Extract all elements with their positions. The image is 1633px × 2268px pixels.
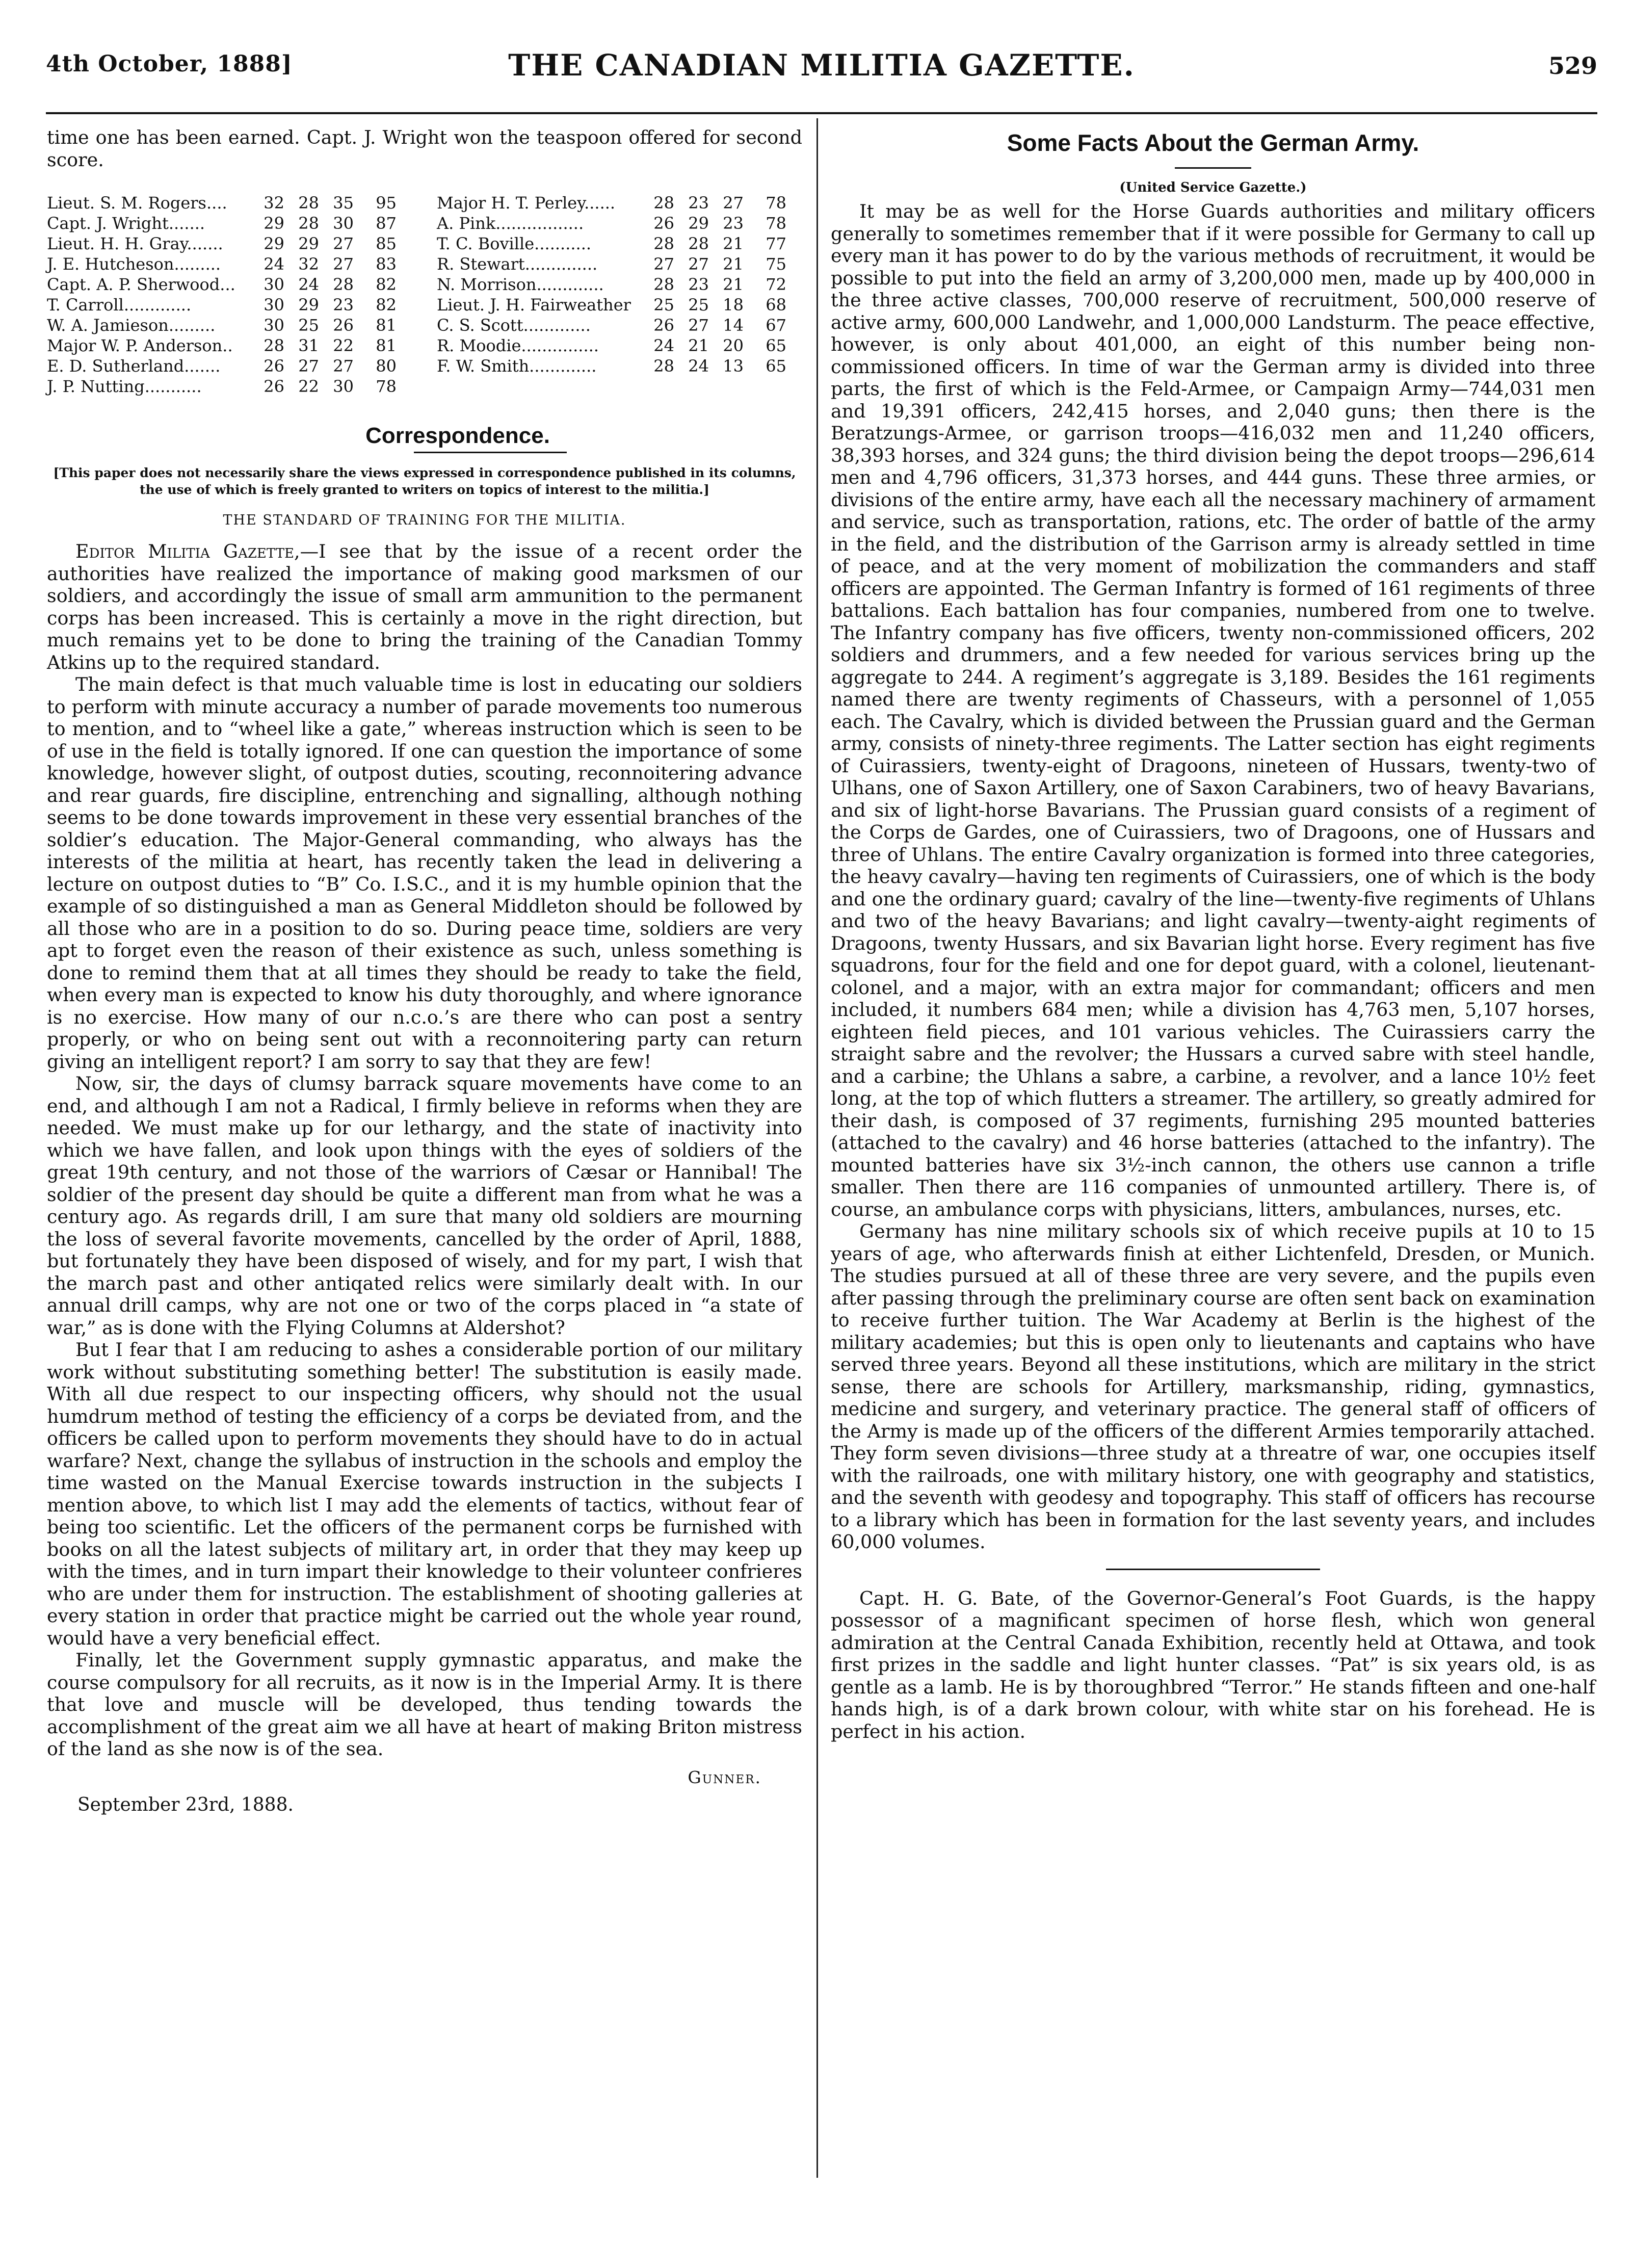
score-table-left bbox=[47, 193, 414, 397]
score-range-3: 26 bbox=[333, 316, 354, 335]
score-row bbox=[437, 356, 804, 376]
score-row bbox=[47, 233, 414, 254]
score-range-2: 24 bbox=[298, 275, 319, 294]
score-name: T. Carroll............. bbox=[47, 295, 192, 315]
publication-title: THE CANADIAN MILITIA GAZETTE. bbox=[508, 48, 1135, 83]
right-column bbox=[831, 126, 1595, 1742]
score-range-2: 23 bbox=[688, 275, 709, 294]
article-separator-rule bbox=[1106, 1569, 1320, 1570]
score-range-2: 24 bbox=[688, 356, 709, 376]
score-name: Lieut. J. H. Fairweather bbox=[437, 295, 631, 315]
letter-signature: Gunner. bbox=[688, 1767, 761, 1787]
score-name: N. Morrison............. bbox=[437, 275, 604, 294]
score-range-2: 21 bbox=[688, 336, 709, 355]
score-range-3: 21 bbox=[723, 275, 744, 294]
page-number: 529 bbox=[1548, 52, 1597, 80]
score-range-1: 26 bbox=[264, 377, 284, 396]
score-range-2: 32 bbox=[298, 254, 319, 274]
running-header bbox=[46, 48, 1597, 107]
score-range-3: 28 bbox=[333, 275, 354, 294]
score-range-1: 28 bbox=[653, 356, 674, 376]
score-total: 80 bbox=[376, 356, 397, 376]
score-total: 72 bbox=[766, 275, 786, 294]
score-range-2: 28 bbox=[298, 214, 319, 233]
letter-date: September 23rd, 1888. bbox=[77, 1794, 294, 1815]
score-row bbox=[437, 193, 804, 213]
score-range-3: 30 bbox=[333, 214, 354, 233]
score-total: 82 bbox=[376, 295, 397, 315]
score-range-3: 27 bbox=[723, 193, 744, 213]
score-total: 85 bbox=[376, 234, 397, 253]
score-range-1: 26 bbox=[264, 356, 284, 376]
score-row bbox=[47, 254, 414, 274]
correspondence-title: Correspondence. bbox=[365, 423, 550, 448]
score-row bbox=[437, 233, 804, 254]
score-name: T. C. Boville........... bbox=[437, 234, 592, 253]
letter-paragraph-1 bbox=[47, 540, 802, 673]
score-row bbox=[47, 356, 414, 376]
score-range-2: 27 bbox=[688, 316, 709, 335]
score-range-3: 35 bbox=[333, 193, 354, 213]
score-range-3: 27 bbox=[333, 234, 354, 253]
score-row bbox=[437, 213, 804, 233]
score-total: 65 bbox=[766, 356, 786, 376]
score-name: E. D. Sutherland....... bbox=[47, 356, 221, 376]
score-total: 75 bbox=[766, 254, 786, 274]
article-source: (United Service Gazette.) bbox=[1119, 180, 1307, 195]
score-total: 78 bbox=[766, 193, 786, 213]
score-row bbox=[47, 335, 414, 356]
score-range-1: 24 bbox=[653, 336, 674, 355]
correspondence-rule bbox=[414, 452, 567, 453]
score-range-2: 28 bbox=[688, 234, 709, 253]
score-range-2: 22 bbox=[298, 377, 319, 396]
score-row bbox=[47, 193, 414, 213]
letter-paragraph-2: The main defect is that much valuable time is lost in educating our soldiers to perform with minute accuracy a number of parade movements too numerous to mention, and to “wheel like a gate,” whereas instruction which is seen to be of use in the field is totally ignored. If one can question the importance of some knowledge, however slight, of outpost duties, scouting, reconnoitering advance and rear guards, fire discipline, entrenching and signalling, although nothing seems to be done towards improvement in these very essential branches of the soldier’s education. The Major-General commanding, who always has the interests of the militia at heart, has recently taken the lead in delivering a lecture on outpost duties to “B” Co. I.S.C., and it is my humble opinion that the example of so distinguished a man as General Middleton should be followed by all those who are in a position to do so. During peace time, soldiers are very apt to forget even the reason of their existence as such, unless something is done to remind them that at all times they should be ready to take the field, when every man is expected to know his duty thoroughly, and where ignorance is no exercise. How many of our n.c.o.’s are there who can post a sentry properly, or who on being sent out with a reconnoitering party can return giving an intelligent report? I am sorry to say that they are few! bbox=[47, 673, 802, 1073]
letter-paragraph-5: Finally, let the Government supply gymnastic apparatus, and make the course compulsory for all recruits, as it now is in the Imperial Army. It is there that love and muscle will be developed, thus tending towards the accomplishment of the great aim we all have at heart of making Briton mistress of the land as she now is of the sea. bbox=[47, 1649, 802, 1760]
score-range-2: 25 bbox=[298, 316, 319, 335]
letter-heading: THE STANDARD OF TRAINING FOR THE MILITIA. bbox=[223, 512, 626, 528]
score-range-1: 24 bbox=[264, 254, 284, 274]
score-name: A. Pink................. bbox=[437, 214, 584, 233]
score-range-1: 25 bbox=[653, 295, 674, 315]
score-row bbox=[47, 315, 414, 335]
score-name: Capt. A. P. Sherwood... bbox=[47, 275, 235, 294]
score-range-1: 28 bbox=[653, 275, 674, 294]
letter-paragraph-1-text: —I see that by the issue of a recent order the authorities have realized the importance of making good marksmen of our soldiers, and accordingly the issue of small arm ammunition to the permanent corps has been increased. This is certainly a move in the right direction, but much remains yet to be done to bring the training of the Canadian Tommy Atkins up to the required standard. bbox=[47, 540, 803, 673]
letter-salutation: Editor Militia Gazette, bbox=[75, 540, 300, 562]
score-row bbox=[437, 295, 804, 315]
score-name: F. W. Smith............. bbox=[437, 356, 597, 376]
header-rule bbox=[46, 112, 1597, 114]
column-divider bbox=[816, 118, 818, 2178]
letter-paragraph-4: But I fear that I am reducing to ashes a considerable portion of our military work without substituting something better! The substitution is easily made. With all due respect to our inspecting officers, why should not the usual humdrum method of testing the efficiency of a corps be deviated from, and the officers be called upon to perform movements they should have to do in actual warfare? Next, change the syllabus of instruction in the schools and employ the time wasted on the Manual Exercise towards instruction in the subjects I mention above, to which list I may add the elements of tactics, without fear of being too scientific. Let the officers of the permanent corps be furnished with books on all the latest subjects of military art, in order that they may keep up with the times, and in turn impart their knowledge to their volunteer confrieres who are under them for instruction. The establishment of shooting galleries at every station in order that practice might be carried out the whole year round, would have a very beneficial effect. bbox=[47, 1339, 802, 1649]
editorial-disclaimer: [This paper does not necessarily share the views expressed in correspondence published in its columns, the use of which is freely granted to writers on topics of interest to the militia.] bbox=[53, 465, 796, 497]
score-range-3: 14 bbox=[723, 316, 744, 335]
score-row bbox=[47, 274, 414, 295]
score-range-2: 28 bbox=[298, 193, 319, 213]
score-range-2: 25 bbox=[688, 295, 709, 315]
score-range-1: 27 bbox=[653, 254, 674, 274]
letter-paragraph-3: Now, sir, the days of clumsy barrack square movements have come to an end, and although I am not a Radical, I firmly believe in reforms when they are needed. We must make up for our lethargy, and the state of inactivity into which we have fallen, and look upon things with the eyes of soldiers of the great 19th century, and not those of the warriors of Cæsar or Hannibal! The soldier of the present day should be quite a different man from what he was a century ago. As regards drill, I am sure that many old soldiers are mourning the loss of several favorite movements, cancelled by the order of April, 1888, but fortunately they have been disposed of wisely, and for my part, I wish that the march past and other antiqated relics were similarly dealt with. In our annual drill camps, why are not one or two of the corps placed in “a state of war,” as is done with the Flying Columns at Aldershot? bbox=[47, 1073, 802, 1339]
score-total: 77 bbox=[766, 234, 786, 253]
score-table-right bbox=[437, 193, 804, 376]
score-total: 83 bbox=[376, 254, 397, 274]
score-range-2: 31 bbox=[298, 336, 319, 355]
score-intro-text: time one has been earned. Capt. J. Wright won the teaspoon offered for second score. bbox=[47, 126, 802, 171]
score-range-1: 32 bbox=[264, 193, 284, 213]
score-row bbox=[437, 254, 804, 274]
score-range-1: 29 bbox=[264, 234, 284, 253]
news-item-paragraph: Capt. H. G. Bate, of the Governor-General’s Foot Guards, is the happy possessor of a magnificant specimen of horse flesh, which won general admiration at the Central Canada Exhibition, recently held at Ottawa, and took first prizes in the saddle and light hunter classes. “Pat” is six years old, is as gentle as a lamb. He is by thoroughbred “Terror.” He stands fifteen and one-half hands high, is of a dark brown colour, with white star on his forehead. He is perfect in his action. bbox=[831, 1587, 1595, 1742]
score-name: C. S. Scott............. bbox=[437, 316, 591, 335]
score-range-3: 27 bbox=[333, 254, 354, 274]
score-name: Major W. P. Anderson.. bbox=[47, 336, 233, 355]
score-range-3: 23 bbox=[723, 214, 744, 233]
score-row bbox=[47, 376, 414, 397]
score-range-3: 30 bbox=[333, 377, 354, 396]
score-name: Lieut. H. H. Gray....... bbox=[47, 234, 223, 253]
score-table bbox=[47, 193, 802, 405]
score-range-2: 23 bbox=[688, 193, 709, 213]
score-total: 65 bbox=[766, 336, 786, 355]
score-name: W. A. Jamieson......... bbox=[47, 316, 216, 335]
score-name: Capt. J. Wright....... bbox=[47, 214, 205, 233]
score-name: J. P. Nutting........... bbox=[47, 377, 202, 396]
score-total: 78 bbox=[376, 377, 397, 396]
score-range-1: 28 bbox=[653, 234, 674, 253]
score-total: 78 bbox=[766, 214, 786, 233]
score-row bbox=[47, 213, 414, 233]
article-title-rule bbox=[1175, 167, 1251, 169]
score-range-3: 21 bbox=[723, 254, 744, 274]
score-total: 81 bbox=[376, 316, 397, 335]
score-total: 95 bbox=[376, 193, 397, 213]
correspondence-section bbox=[47, 422, 802, 1815]
article-title: Some Facts About the German Army. bbox=[1007, 129, 1419, 156]
score-range-3: 13 bbox=[723, 356, 744, 376]
score-total: 87 bbox=[376, 214, 397, 233]
score-range-1: 30 bbox=[264, 275, 284, 294]
score-total: 67 bbox=[766, 316, 786, 335]
score-total: 68 bbox=[766, 295, 786, 315]
article-paragraph-1: It may be as well for the Horse Guards authorities and military officers generally to sometimes remember that if it were possible for Germany to call up every man it has power to do by the various methods of recruitment, it would be possible to put into the field an army of 3,200,000 men, made up by 400,000 in the three active classes, 700,000 reserve of recruitment, 500,000 reserve of active army, 600,000 Landwehr, and 1,000,000 Landsturm. The peace effective, however, is only about 401,000, an eight of this number being non-commissioned officers. In time of war the German army is divided into three parts, the first of which is the Feld-Armee, or Campaign Army—744,031 men and 19,391 officers, 242,415 horses, and 2,040 guns; then there is the Beratzungs-Armee, or garrison troops—416,032 men and 11,240 officers, 38,393 horses, and 324 guns; the third division being the depot troops—296,614 men and 4,796 officers, 31,373 horses, and 444 guns. These three armies, or divisions of the entire army, have each all the necessary machinery of armament and service, such as transportation, rations, etc. The order of battle of the army in the field, and the distribution of the Garrison army is already settled in time of peace, and at the very moment of mobilization the commanders and staff officers are appointed. The German Infantry is formed of 161 regiments of three battalions. Each battalion has four companies, numbered from one to twelve. The Infantry company has five officers, twenty non-commissioned officers, 202 soldiers and drummers, and a few needed for various services bring up the aggregate to 244. A regiment’s aggregate is 3,189. Besides the 161 regiments named there are twenty regiments of Chasseurs, with a personnel of 1,055 each. The Cavalry, which is divided between the Prussian guard and the German army, consists of ninety-three regiments. The Latter section has eight regiments of Cuirassiers, twenty-eight of Dragoons, nineteen of Hussars, twenty-two of Ulhans, one of Saxon Artillery, one of Saxon Carabiners, two of heavy Bavarians, and six of light-horse Bavarians. The Prussian guard consists of a regiment of the Corps de Gardes, one of Cuirassiers, two of Dragoons, one of Hussars and three of Uhlans. The entire Cavalry organization is formed into three categories, the heavy cavalry—having ten regiments of Cuirassiers, one of which is the body and one the ordinary guard; cavalry of the line—twenty-five regiments of Uhlans and two of the heavy Bavarians; and light cavalry—twenty-aight regiments of Dragoons, twenty Hussars, and six Bavarian light horse. Every regiment has five squadrons, four for the field and one for depot guard, with a colonel, lieutenant-colonel, and a major, with an extra major for commandant; officers and men included, it numbers 684 men; while a division has 4,763 men, 5,107 horses, eighteen field pieces, and 101 various vehicles. The Cuirassiers carry the straight sabre and the revolver; the Hussars a curved sabre with steel handle, and a carbine; the Uhlans a sabre, a carbine, a revolver, and a lance 10½ feet long, at the top of which flutters a streamer. The artillery, so greatly admired for their dash, is composed of 37 regiments, furnishing 295 mounted batteries (attached to the cavalry) and 46 horse batteries (attached to the infantry). The mounted batteries have six 3½-inch cannon, the others use cannon a trifle smaller. Then there are 116 companies of unmounted artillery. There is, of course, an ambulance corps with physicians, litters, ambulances, nurses, etc. bbox=[831, 200, 1595, 1220]
left-column bbox=[47, 126, 803, 1815]
score-range-3: 21 bbox=[723, 234, 744, 253]
score-range-2: 29 bbox=[298, 234, 319, 253]
score-range-2: 29 bbox=[298, 295, 319, 315]
score-range-1: 28 bbox=[264, 336, 284, 355]
score-total: 82 bbox=[376, 275, 397, 294]
score-range-3: 18 bbox=[723, 295, 744, 315]
score-range-1: 28 bbox=[653, 193, 674, 213]
score-name: Lieut. S. M. Rogers.... bbox=[47, 193, 227, 213]
score-range-3: 27 bbox=[333, 356, 354, 376]
score-range-1: 26 bbox=[653, 214, 674, 233]
score-name: Major H. T. Perley...... bbox=[437, 193, 616, 213]
score-range-1: 26 bbox=[653, 316, 674, 335]
score-range-3: 23 bbox=[333, 295, 354, 315]
score-total: 81 bbox=[376, 336, 397, 355]
score-range-3: 20 bbox=[723, 336, 744, 355]
score-range-1: 30 bbox=[264, 316, 284, 335]
score-row bbox=[437, 315, 804, 335]
score-range-3: 22 bbox=[333, 336, 354, 355]
article-paragraph-2: Germany has nine military schools six of which receive pupils at 10 to 15 years of age, who afterwards finish at either Lichtenfeld, Dresden, or Munich. The studies pursued at all of these three are very severe, and the pupils even after passing through the preliminary course are often sent back on examination to receive further tuition. The War Academy at Berlin is the highest of the military academies; but this is open only to lieutenants and captains who have served three years. Beyond all these institutions, which are military in the strict sense, there are schools for Artillery, marksmanship, riding, gymnastics, medicine and surgery, and veterinary practice. The general staff of officers of the Army is made up of the officers of the different Armies temporarily attached. They form seven divisions—three study at a threatre of war, one occupies itself with the railroads, one with military history, one with geography and statistics, and the seventh with geodesy and topography. This staff of officers has recourse to a library which has been in formation for the last seventy years, and includes 60,000 volumes. bbox=[831, 1220, 1595, 1553]
score-name: R. Moodie............... bbox=[437, 336, 599, 355]
score-range-2: 27 bbox=[688, 254, 709, 274]
score-range-1: 29 bbox=[264, 214, 284, 233]
score-row bbox=[47, 295, 414, 315]
score-range-2: 29 bbox=[688, 214, 709, 233]
score-name: R. Stewart.............. bbox=[437, 254, 598, 274]
score-range-2: 27 bbox=[298, 356, 319, 376]
score-row bbox=[437, 274, 804, 295]
score-row bbox=[437, 335, 804, 356]
score-range-1: 30 bbox=[264, 295, 284, 315]
score-name: J. E. Hutcheson......... bbox=[47, 254, 221, 274]
issue-date: 4th October, 1888] bbox=[46, 51, 293, 77]
